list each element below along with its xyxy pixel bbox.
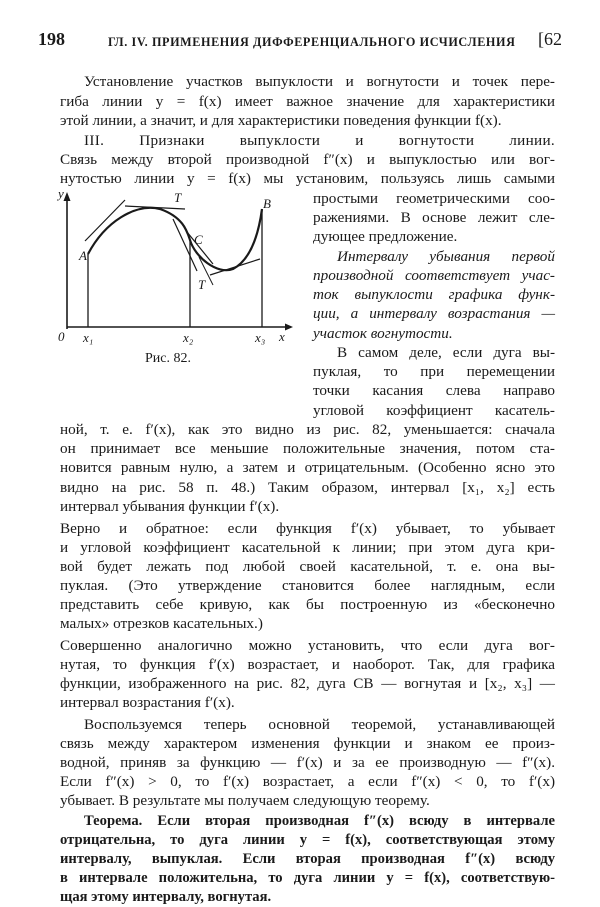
text-line: этой линии, а значит, и для характеристики поведения функции f(x). xyxy=(60,112,502,129)
label-y: y xyxy=(58,186,64,201)
label-point-c: C xyxy=(194,232,203,247)
running-header xyxy=(38,30,562,52)
text-line: В самом деле, если дуга вы- xyxy=(337,344,555,361)
label-origin: 0 xyxy=(58,329,65,344)
text-line: и угловой коэффициент касательной к линии; при этом дуга кри- xyxy=(60,539,555,556)
y-axis-arrow xyxy=(64,192,71,201)
running-title: ГЛ. IV. ПРИМЕНЕНИЯ ДИФФЕРЕНЦИАЛЬНОГО ИСЧИСЛЕНИЯ xyxy=(108,35,516,49)
text-line: нутостью линии y = f(x) мы установим, пользуясь лишь самыми xyxy=(60,170,555,187)
text-line: он принимает все меньшие положительные значения, потом ста- xyxy=(60,440,555,457)
label-x2: x₂ xyxy=(183,330,194,345)
page-number: 198 xyxy=(38,29,65,49)
text-line: представить себе кривую, как бы построенную из «бесконечно xyxy=(60,596,555,613)
text-line: угловой коэффициент касатель- xyxy=(313,402,555,419)
tangent-line-bottom xyxy=(210,259,260,275)
text-line: точки касания слева направо xyxy=(313,382,555,399)
text-line: Воспользуемся теперь основной теоремой, устанавливающей xyxy=(84,716,555,733)
tangent-line-left xyxy=(85,200,125,241)
text-line: вой будет лежать под любой своей касательной, т. е. она вы- xyxy=(60,558,555,575)
x-axis-arrow xyxy=(285,324,293,331)
text-line: Если f″(x) > 0, то f′(x) возрастает, а если f″(x) < 0, то f′(x) xyxy=(60,773,555,790)
label-x3: x₃ xyxy=(255,330,266,345)
text-line: Установление участков выпуклости и вогнутости и точек пере- xyxy=(84,73,555,90)
text-line: видно на рис. 58 п. 48.) Таким образом, интервал [x₁, x₂] есть xyxy=(60,479,555,496)
text-line: простыми геометрическими соо- xyxy=(313,190,555,207)
proposition-line: ции, а интервалу возрастания — xyxy=(313,305,555,322)
theorem-line: интервалу, выпуклая. Если вторая производная f″(x) всюду xyxy=(60,851,555,867)
theorem-line: щая этому интервалу, вогнутая. xyxy=(60,889,272,905)
figure-82 xyxy=(55,187,295,349)
text-line: ной, т. е. f′(x), как это видно из рис. 82, уменьшается: сначала xyxy=(60,421,555,438)
text-line: нутая, то функция f′(x) возрастает, и наоборот. Так, для графика xyxy=(60,656,555,673)
function-curve xyxy=(88,208,262,270)
text-line: интервал возрастания f′(x). xyxy=(60,694,235,711)
theorem-line: в интервале положительна, то дуга линии y = f(x), соответствую- xyxy=(60,870,555,886)
label-x: x xyxy=(279,329,285,344)
text-line: пуклая, то при перемещении xyxy=(313,363,555,380)
text-line: гиба линии y = f(x) имеет важное значение для характеристики xyxy=(60,93,555,110)
theorem-line: отрицательна, то дуга линии y = f(x), соответствующая этому xyxy=(60,832,555,848)
text-line: Связь между второй производной f″(x) и выпуклостью или вог- xyxy=(60,151,555,168)
label-tangent-t-bottom: T xyxy=(198,277,206,292)
figure-caption: Рис. 82. xyxy=(145,351,191,366)
text-line: Верно и обратное: если функция f′(x) убывает, то убывает xyxy=(60,520,555,537)
label-point-b: B xyxy=(263,196,271,211)
label-x1: x₁ xyxy=(83,330,94,345)
theorem-line: Теорема. Если вторая производная f″(x) всюду в интервале xyxy=(84,813,555,829)
label-point-a: A xyxy=(79,248,87,263)
text-line: малых» отрезков касательных.) xyxy=(60,615,263,632)
proposition-line: производной соответствует учас- xyxy=(313,267,555,284)
text-line: водной, приняв за функцию — f′(x) и за ее производную — f″(x). xyxy=(60,754,555,771)
text-line: связь между характером изменения функции и знаком ее произ- xyxy=(60,735,555,752)
text-line: новится равным нулю, а затем и отрицательным. (Особенно ясно это xyxy=(60,459,555,476)
section-number: [62 xyxy=(538,29,562,49)
proposition-line: ток выпуклости графика функ- xyxy=(313,286,555,303)
text-line: ражениями. В основе лежит сле- xyxy=(313,209,555,226)
text-line: Совершенно аналогично можно установить, что если дуга вог- xyxy=(60,637,555,654)
text-line: пуклая. (Это утверждение становится более наглядным, если xyxy=(60,577,555,594)
proposition-line: Интервалу убывания первой xyxy=(337,248,555,265)
text-line: убывает. В результате мы получаем следующую теорему. xyxy=(60,792,430,809)
proposition-line: участок вогнутости. xyxy=(313,325,453,342)
text-line: интервал убывания функции f′(x). xyxy=(60,498,280,515)
label-tangent-t-top: T xyxy=(174,190,182,205)
text-line: дующее предложение. xyxy=(313,228,458,245)
text-line: функции, изображенного на рис. 82, дуга CB — вогнутая и [x₂, x₃] — xyxy=(60,675,555,692)
section-heading-line: III. Признаки выпуклости и вогнутости линии. xyxy=(84,132,555,149)
